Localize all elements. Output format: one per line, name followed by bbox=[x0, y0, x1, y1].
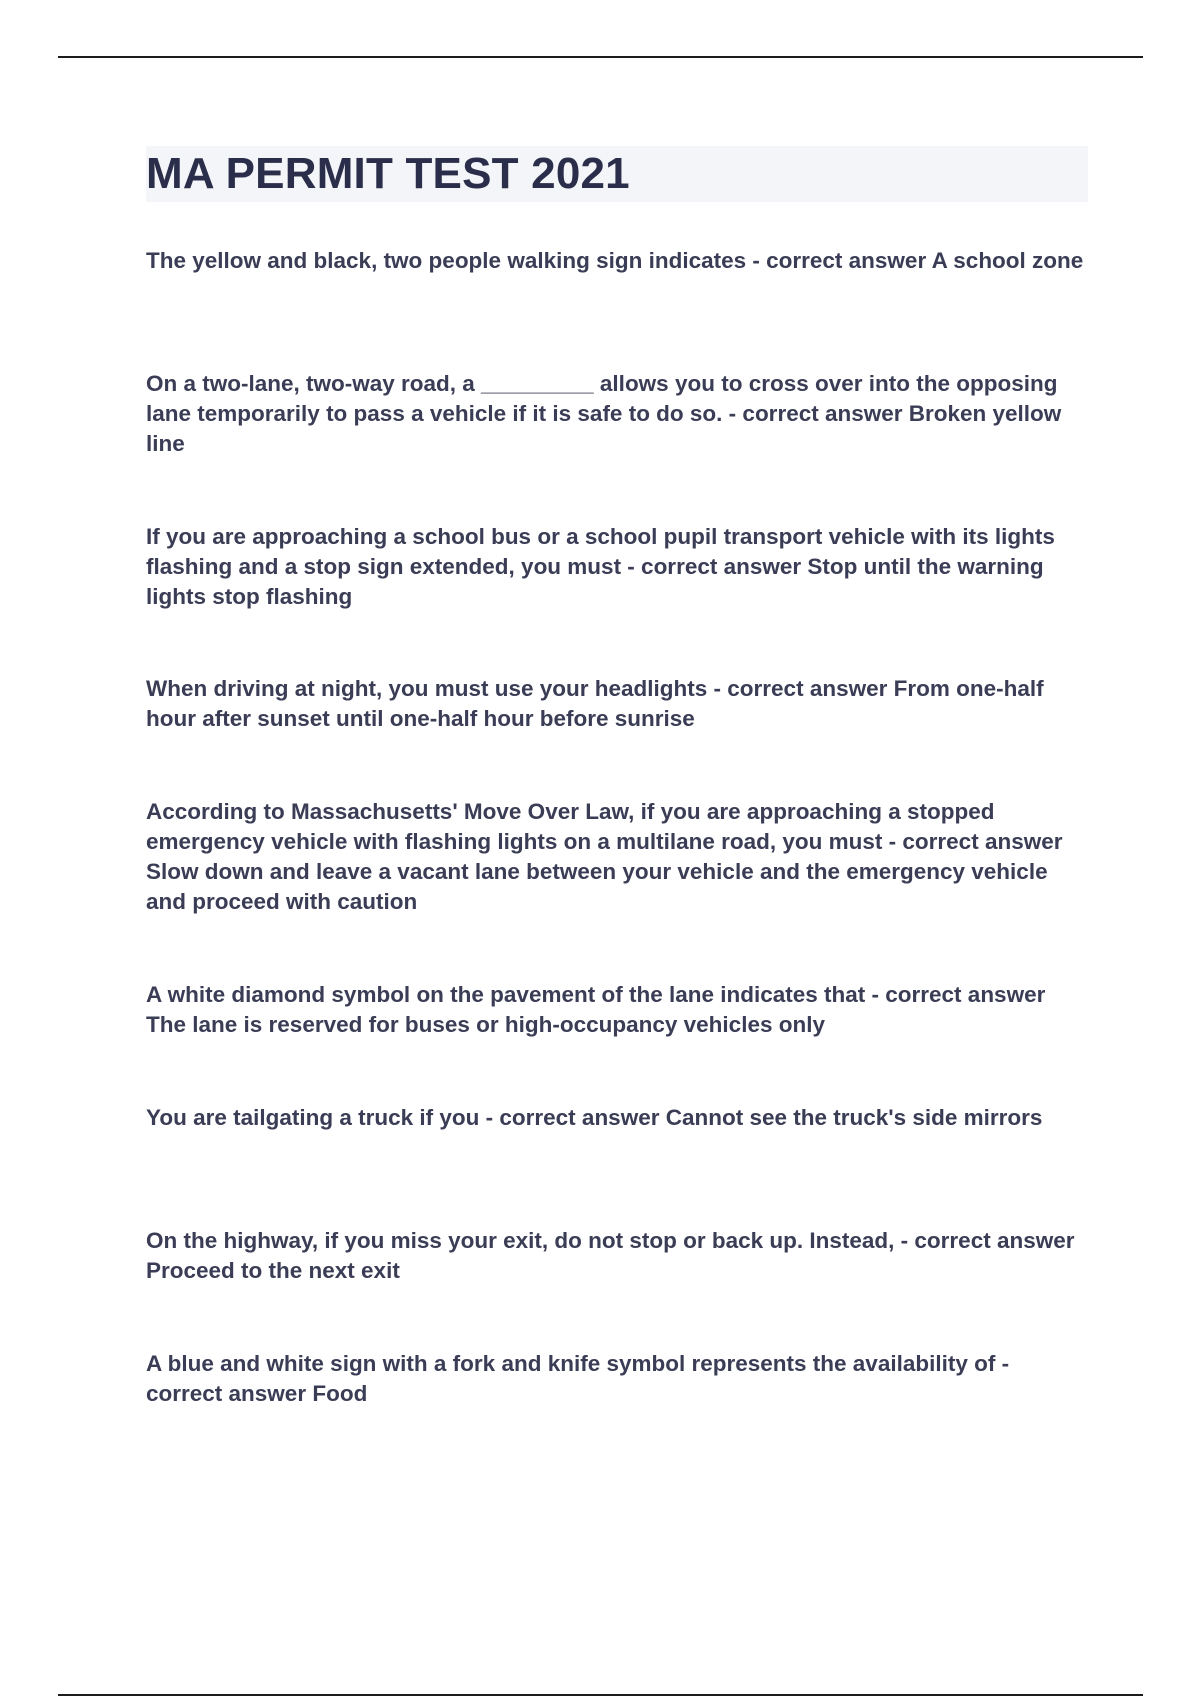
qa-item-7: You are tailgating a truck if you - correct answer Cannot see the truck's side mirrors bbox=[146, 1105, 1043, 1130]
bottom-rule bbox=[58, 1694, 1143, 1696]
qa-item-1: The yellow and black, two people walking sign indicates - correct answer A school zone bbox=[146, 248, 1084, 273]
qa-item-8: On the highway, if you miss your exit, do not stop or back up. Instead, - correct answer Proceed to the next exit bbox=[146, 1228, 1075, 1283]
qa-item-2: On a two-lane, two-way road, a _________ allows you to cross over into the opposing lane temporarily to pass a vehicle if it is safe to do so. - correct answer Broken yellow line bbox=[146, 371, 1062, 456]
qa-item-5: According to Massachusetts' Move Over Law, if you are approaching a stopped emergency vehicle with flashing lights on a multilane road, you must - correct answer Slow down and leave a vacant lane between your vehicle and the emergency vehicle and proceed with caution bbox=[146, 799, 1063, 914]
qa-item-3: If you are approaching a school bus or a school pupil transport vehicle with its lights flashing and a stop sign extended, you must - correct answer Stop until the warning lights stop flashing bbox=[146, 524, 1055, 609]
qa-item-9: A blue and white sign with a fork and knife symbol represents the availability of - correct answer Food bbox=[146, 1351, 1010, 1406]
qa-item-6: A white diamond symbol on the pavement of the lane indicates that - correct answer The lane is reserved for buses or high-occupancy vehicles only bbox=[146, 982, 1046, 1037]
top-rule bbox=[58, 56, 1143, 58]
page-title: MA PERMIT TEST 2021 bbox=[146, 149, 630, 198]
qa-item-4: When driving at night, you must use your headlights - correct answer From one-half hour after sunset until one-half hour before sunrise bbox=[146, 676, 1044, 731]
